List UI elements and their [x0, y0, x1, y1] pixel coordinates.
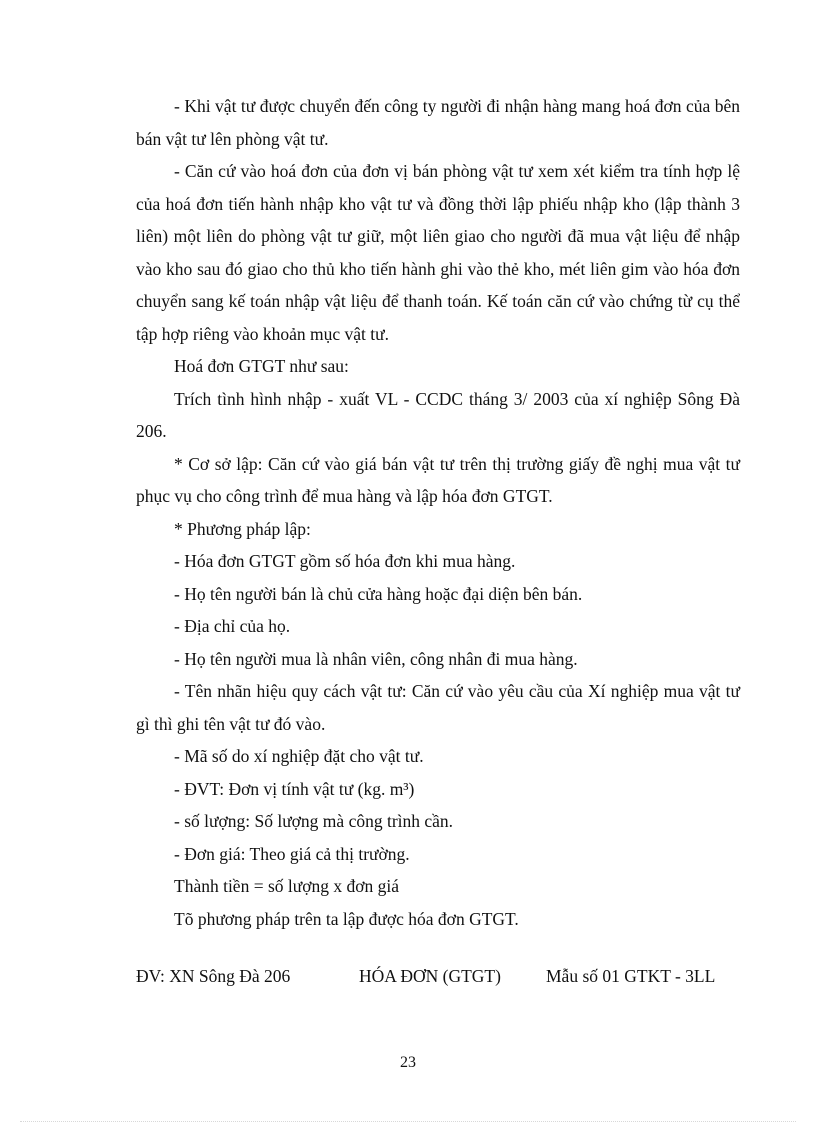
- paragraph: * Phương pháp lập:: [174, 518, 311, 539]
- list-item: - số lượng: Số lượng mà công trình cần.: [174, 811, 454, 831]
- invoice-title: HÓA ĐƠN (GTGT): [359, 966, 501, 986]
- list-item: - Đơn giá: Theo giá cả thị trường.: [174, 843, 410, 864]
- paragraph: Tõ phương pháp trên ta lập được hóa đơn GTGT.: [174, 908, 519, 929]
- paragraph: Trích tình hình nhập - xuất VL - CCDC tháng 3/ 2003 của xí nghiệp Sông Đà 206.: [136, 388, 740, 441]
- formula-line: Thành tiền = số lượng x đơn giá: [174, 876, 399, 896]
- list-item: - ĐVT: Đơn vị tính vật tư (kg. m³): [174, 778, 415, 799]
- paragraph: * Cơ sở lập: Căn cứ vào giá bán vật tư trên thị trường giấy đề nghị mua vật tư phục vụ cho công trình để mua hàng và lập hóa đơn GTGT.: [136, 453, 740, 506]
- paragraph: - Căn cứ vào hoá đơn của đơn vị bán phòng vật tư xem xét kiểm tra tính hợp lệ của hoá đơn tiến hành nhập kho vật tư và đồng thời lập phiếu nhập kho (lập thành 3 liên) một liên do phòng vật tư giữ, một liên giao cho người đã mua vật liệu để nhập vào kho sau đó giao cho thủ kho tiến hành ghi vào thẻ kho, mét liên gim vào hóa đơn chuyển sang kế toán nhập vật liệu để thanh toán. Kế toán căn cứ vào chứng từ cụ thể tập hợp riêng vào khoản mục vật tư.: [136, 161, 740, 344]
- list-item: - Họ tên người bán là chủ cửa hàng hoặc đại diện bên bán.: [174, 583, 583, 604]
- page-number: 23: [400, 1054, 416, 1071]
- page-border: [20, 1121, 796, 1122]
- list-item: - Mã số do xí nghiệp đặt cho vật tư.: [174, 746, 424, 766]
- invoice-header-row: [136, 961, 740, 991]
- body-text: [136, 90, 740, 935]
- unit-label: ĐV: XN Sông Đà 206: [136, 966, 291, 986]
- paragraph: - Khi vật tư được chuyển đến công ty người đi nhận hàng mang hoá đơn của bên bán vật tư lên phòng vật tư.: [136, 96, 740, 149]
- paragraph: Hoá đơn GTGT như sau:: [174, 356, 349, 376]
- form-number: Mẫu số 01 GTKT - 3LL: [546, 966, 716, 986]
- list-item: - Tên nhãn hiệu quy cách vật tư: Căn cứ vào yêu cầu của Xí nghiệp mua vật tư gì thì ghi tên vật tư đó vào.: [136, 681, 740, 734]
- list-item: - Họ tên người mua là nhân viên, công nhân đi mua hàng.: [174, 648, 578, 669]
- list-item: - Hóa đơn GTGT gồm số hóa đơn khi mua hàng.: [174, 551, 516, 571]
- list-item: - Địa chỉ của họ.: [174, 616, 291, 636]
